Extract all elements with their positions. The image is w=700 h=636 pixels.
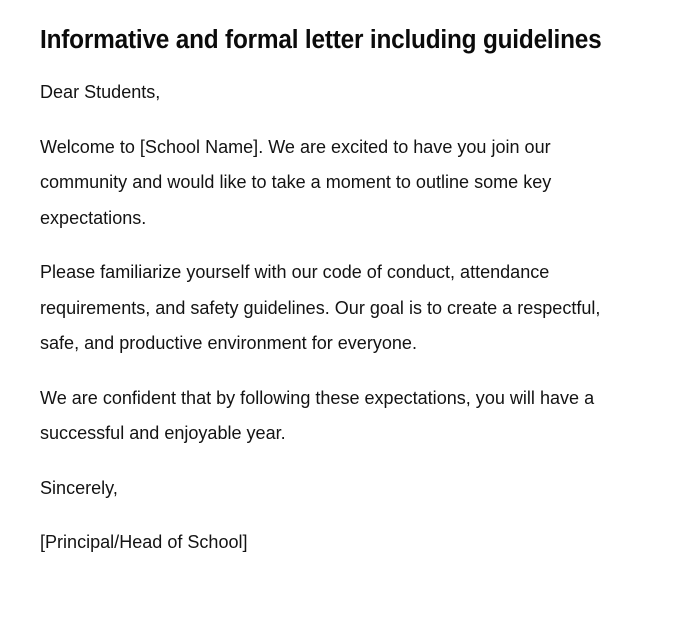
letter-body: [40, 74, 660, 560]
letter-greeting: Dear Students,: [40, 81, 161, 102]
letter-paragraph-guidelines: Please familiarize yourself with our code of conduct, attendance requirements, and safety guidelines. Our goal is to create a respectful, safe, and productive environment for everyone.: [40, 261, 601, 353]
letter-signature: [Principal/Head of School]: [40, 531, 248, 552]
letter-paragraph-welcome: Welcome to [School Name]. We are excited to have you join our community and would like to take a moment to outline some key expectations.: [40, 135, 552, 228]
letter-paragraph-confidence: We are confident that by following these expectations, you will have a successful and enjoyable year.: [40, 386, 595, 443]
letter-closing: Sincerely,: [40, 476, 118, 498]
page-title: Informative and formal letter including guidelines: [40, 26, 602, 54]
